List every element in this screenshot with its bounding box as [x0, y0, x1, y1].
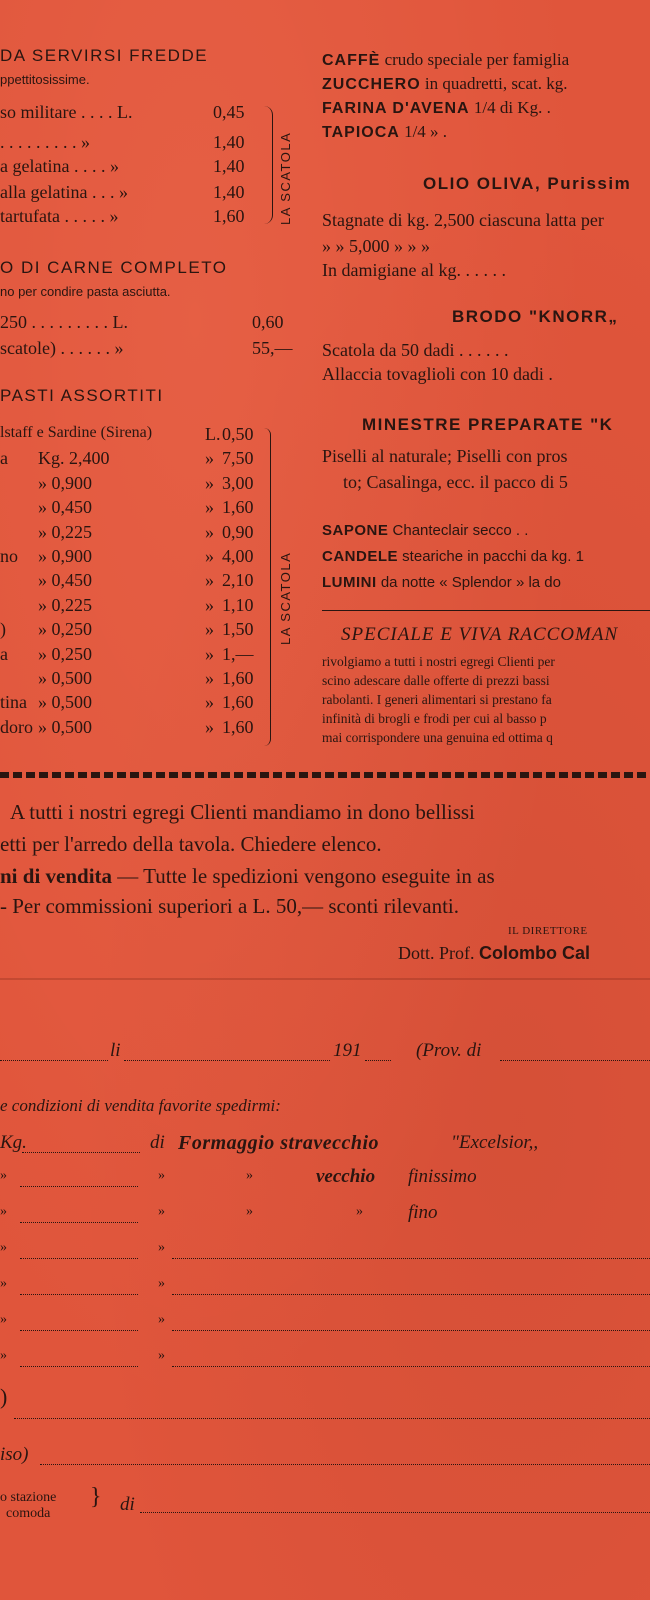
price-value: 1,10 — [222, 595, 254, 615]
price-row-label: 250 . . . . . . . . . L. — [0, 312, 128, 332]
minestre-line: Piselli al naturale; Piselli con pros — [322, 446, 568, 466]
price-currency: L. — [205, 424, 221, 444]
product-weight: » 0,500 — [38, 692, 92, 712]
price-value: 4,00 — [222, 546, 254, 566]
conditions-label: ni di vendita — [0, 864, 113, 888]
quote-mark: » — [0, 1348, 7, 1363]
quote-mark: » — [246, 1168, 253, 1183]
quote-mark: » — [0, 1204, 7, 1219]
name-field[interactable] — [14, 1418, 650, 1419]
station-label: o stazione — [0, 1490, 57, 1505]
grocery-name: FARINA D'AVENA — [322, 100, 470, 117]
date-field[interactable] — [124, 1060, 330, 1061]
quote-mark: » — [158, 1168, 165, 1183]
quantity-field[interactable] — [20, 1186, 138, 1187]
price-value: 1,60 — [222, 668, 254, 688]
section-subtitle-cold-dishes: ppettitosissime. — [0, 72, 90, 87]
product-name: ) — [0, 619, 6, 639]
olive-oil-line: » » 5,000 » » » — [322, 236, 430, 256]
date-li-label: li — [110, 1040, 121, 1061]
formaggio-label: Formaggio stravecchio — [178, 1132, 380, 1154]
station-di-label: di — [120, 1494, 135, 1515]
section-title-minestre: MINESTRE PREPARATE "K — [362, 415, 614, 434]
household-item-detail: Chanteclair secco . . — [388, 522, 529, 539]
product-weight: » 0,900 — [38, 473, 92, 493]
place-field[interactable] — [0, 1060, 108, 1061]
household-line — [322, 522, 528, 539]
product-weight: » 0,450 — [38, 570, 92, 590]
section-title-meat-sauce: O DI CARNE COMPLETO — [0, 258, 228, 277]
vertical-label-la-scatola: LA SCATOLA — [278, 131, 293, 225]
product-field[interactable] — [172, 1330, 650, 1331]
product-name: doro — [0, 717, 33, 737]
brace — [264, 428, 271, 746]
grocery-line — [322, 50, 569, 70]
household-line — [322, 574, 561, 591]
notice-field[interactable] — [40, 1464, 650, 1465]
product-weight: » 0,225 — [38, 522, 92, 542]
section-title-olive-oil: OLIO OLIVA, Purissim — [423, 174, 632, 193]
quantity-field[interactable] — [20, 1366, 138, 1367]
dashed-separator — [0, 772, 650, 778]
price-row-label: tartufata . . . . . » — [0, 206, 119, 226]
price-currency: » — [205, 570, 214, 590]
household-line — [322, 548, 584, 565]
price-currency: » — [205, 644, 214, 664]
conditions-text: — Tutte le spedizioni vengono eseguite in as — [112, 864, 495, 888]
price-value: 1,40 — [213, 156, 245, 176]
special-text-line: mai corrispondere una genuina ed ottima q — [322, 730, 553, 745]
grocery-detail: crudo speciale per famiglia — [380, 50, 570, 69]
household-item-detail: steariche in pacchi da kg. 1 — [398, 548, 584, 565]
minestre-line: to; Casalinga, ecc. il pacco di 5 — [343, 472, 568, 492]
price-currency: » — [205, 595, 214, 615]
section-title-cold-dishes: DA SERVIRSI FREDDE — [0, 46, 209, 65]
special-text-line: scino adescare dalle offerte di prezzi bassi — [322, 673, 550, 688]
year-label: 191 — [333, 1040, 362, 1061]
quote-mark: » — [246, 1204, 253, 1219]
product-weight: » 0,500 — [38, 717, 92, 737]
province-field[interactable] — [500, 1060, 650, 1061]
price-value: 55,— — [252, 338, 293, 358]
vecchio-label: vecchio — [316, 1166, 376, 1187]
year-field[interactable] — [365, 1060, 391, 1061]
price-currency: » — [205, 668, 214, 688]
brace — [264, 106, 273, 224]
price-value: 1,— — [222, 644, 254, 664]
director-signature — [398, 943, 590, 964]
price-currency: » — [205, 619, 214, 639]
director-name: Colombo Cal — [479, 943, 590, 963]
director-label: IL DIRETTORE — [508, 925, 588, 937]
order-intro: e condizioni di vendita favorite spedirmi: — [0, 1096, 281, 1115]
product-name: a — [0, 448, 8, 468]
special-text-line: rivolgiamo a tutti i nostri egregi Clienti per — [322, 654, 555, 669]
section-title-brodo-knorr: BRODO "KNORR„ — [452, 307, 619, 326]
fold-line — [0, 978, 650, 980]
price-value: 1,60 — [222, 692, 254, 712]
quote-mark: » — [158, 1204, 165, 1219]
price-value: 0,45 — [213, 102, 245, 122]
finissimo-label: finissimo — [408, 1166, 477, 1187]
product-weight: Kg. 2,400 — [38, 448, 110, 468]
olive-oil-line: Stagnate di kg. 2,500 ciascuna latta per — [322, 210, 604, 230]
footer-gift-line-2: etti per l'arredo della tavola. Chiedere elenco. — [0, 832, 382, 856]
special-text-line: rabolanti. I generi alimentari si prestano fa — [322, 692, 552, 707]
household-item-name: CANDELE — [322, 548, 399, 565]
section-title-assorted-meals: PASTI ASSORTITI — [0, 386, 164, 405]
product-weight: » 0,250 — [38, 644, 92, 664]
product-name: lstaff e Sardine (Sirena) — [0, 424, 153, 441]
divider — [322, 610, 650, 611]
price-row-label: a gelatina . . . . » — [0, 156, 119, 176]
grocery-detail: 1/4 di Kg. . — [469, 98, 551, 117]
brace: } — [90, 1484, 102, 1510]
quote-mark: » — [158, 1240, 165, 1255]
product-weight: » 0,450 — [38, 497, 92, 517]
product-name: a — [0, 644, 8, 664]
product-field[interactable] — [172, 1366, 650, 1367]
product-field[interactable] — [172, 1258, 650, 1259]
kg-label: Kg. — [0, 1132, 27, 1153]
price-currency: » — [205, 448, 214, 468]
footer-discount-line: - Per commissioni superiori a L. 50,— sconti rilevanti. — [0, 894, 460, 918]
footer-gift-line: A tutti i nostri egregi Clienti mandiamo in dono bellissi — [10, 800, 475, 824]
kg-quantity-field[interactable] — [22, 1152, 140, 1153]
quote-mark: » — [0, 1240, 7, 1255]
special-recommendation-title: SPECIALE E VIVA RACCOMAN — [341, 624, 619, 645]
price-value: 3,00 — [222, 473, 254, 493]
price-value: 1,40 — [213, 182, 245, 202]
station-field[interactable] — [140, 1512, 650, 1513]
quantity-field[interactable] — [20, 1294, 138, 1295]
price-value: 1,60 — [222, 497, 254, 517]
price-currency: » — [205, 546, 214, 566]
product-weight: » 0,250 — [38, 619, 92, 639]
price-value: 1,50 — [222, 619, 254, 639]
brodo-line: Scatola da 50 dadi . . . . . . — [322, 340, 509, 360]
quote-mark: » — [0, 1168, 7, 1183]
di-label: di — [150, 1132, 165, 1153]
quote-mark: » — [158, 1348, 165, 1363]
special-text-line: infinità di brogli e frodi per cui al basso p — [322, 711, 547, 726]
brodo-line: Allaccia tovaglioli con 10 dadi . — [322, 364, 553, 384]
price-value: 0,60 — [252, 312, 284, 332]
grocery-name: TAPIOCA — [322, 124, 400, 141]
fino-label: fino — [408, 1202, 438, 1223]
household-item-name: SAPONE — [322, 522, 389, 539]
excelsior-label: "Excelsior,, — [451, 1132, 539, 1153]
quote-mark: » — [158, 1276, 165, 1291]
grocery-line — [322, 122, 447, 142]
notice-label: iso) — [0, 1444, 29, 1465]
vertical-label-la-scatola: LA SCATOLA — [278, 551, 293, 645]
price-row-label: alla gelatina . . . » — [0, 182, 128, 202]
price-value: 1,60 — [222, 717, 254, 737]
price-currency: » — [205, 522, 214, 542]
quote-mark: » — [0, 1276, 7, 1291]
price-value: 1,40 — [213, 132, 245, 152]
product-weight: » 0,900 — [38, 546, 92, 566]
household-item-detail: da notte « Splendor » la do — [376, 574, 561, 591]
product-name: tina — [0, 692, 27, 712]
olive-oil-line: In damigiane al kg. . . . . . — [322, 260, 506, 280]
price-value: 2,10 — [222, 570, 254, 590]
grocery-name: ZUCCHERO — [322, 76, 421, 93]
price-value: 1,60 — [213, 206, 245, 226]
product-weight: » 0,500 — [38, 668, 92, 688]
product-name: no — [0, 546, 18, 566]
quote-mark: » — [0, 1312, 7, 1327]
grocery-detail: in quadretti, scat. kg. — [420, 74, 568, 93]
quantity-field[interactable] — [20, 1258, 138, 1259]
bracket-mark: ) — [0, 1384, 8, 1409]
price-row-label: so militare . . . . L. — [0, 102, 133, 122]
product-weight: » 0,225 — [38, 595, 92, 615]
price-value: 0,50 — [222, 424, 254, 444]
household-item-name: LUMINI — [322, 574, 377, 591]
price-value: 7,50 — [222, 448, 254, 468]
province-label: (Prov. di — [416, 1040, 482, 1061]
price-row-label: . . . . . . . . . » — [0, 132, 90, 152]
section-subtitle-meat-sauce: no per condire pasta asciutta. — [0, 284, 171, 299]
director-title: Dott. Prof. — [398, 943, 479, 963]
price-currency: » — [205, 497, 214, 517]
quantity-field[interactable] — [20, 1222, 138, 1223]
quote-mark: » — [158, 1312, 165, 1327]
quote-mark: » — [356, 1204, 363, 1219]
quantity-field[interactable] — [20, 1330, 138, 1331]
price-currency: » — [205, 692, 214, 712]
footer-conditions-line — [0, 864, 495, 889]
grocery-line — [322, 98, 551, 118]
grocery-name: CAFFÈ — [322, 52, 381, 69]
price-row-label: scatole) . . . . . . » — [0, 338, 124, 358]
grocery-line — [322, 74, 568, 94]
grocery-detail: 1/4 » . — [399, 122, 448, 141]
comoda-label: comoda — [6, 1506, 51, 1521]
price-value: 0,90 — [222, 522, 254, 542]
price-currency: » — [205, 717, 214, 737]
product-field[interactable] — [172, 1294, 650, 1295]
price-currency: » — [205, 473, 214, 493]
